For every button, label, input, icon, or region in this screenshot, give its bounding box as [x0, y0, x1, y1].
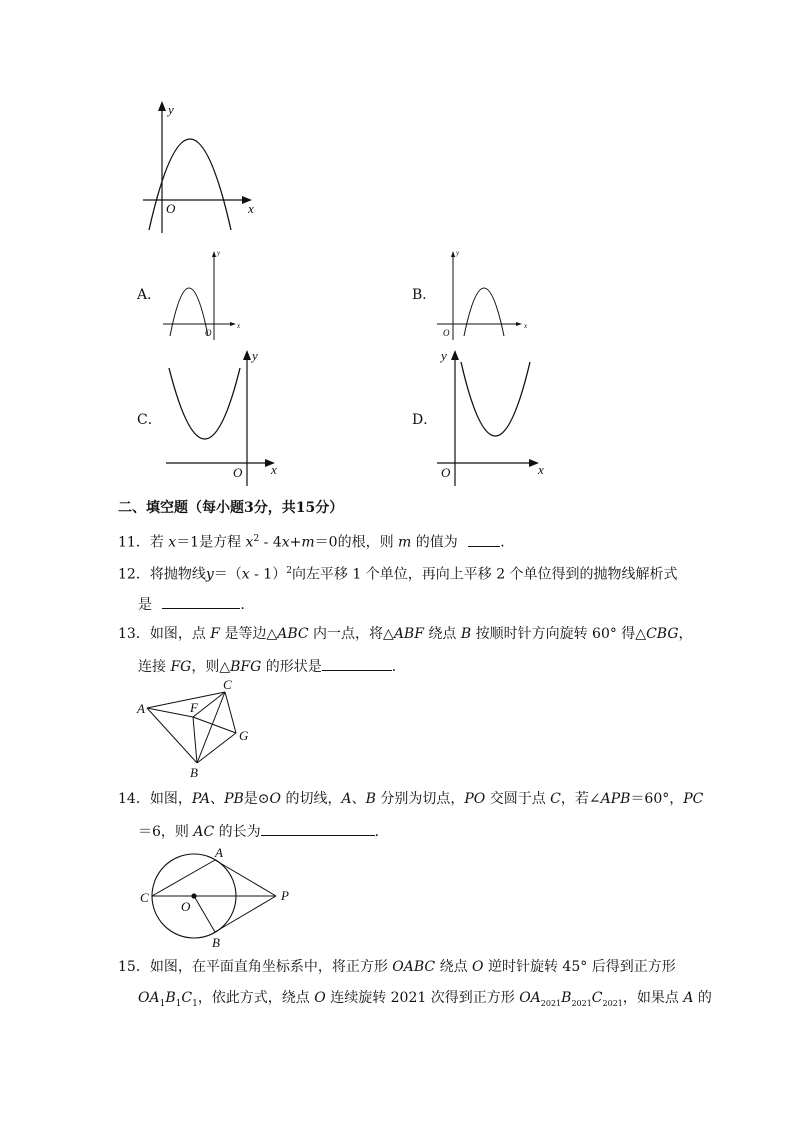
q14-label-b: B: [212, 935, 220, 950]
q14-label-c: C: [140, 890, 149, 905]
option-c-label: C．: [137, 412, 162, 428]
q14-var: PA: [191, 791, 211, 807]
q15-subscript: 2021: [602, 998, 623, 1008]
q14-label-p: P: [281, 888, 289, 903]
q14-var: B: [365, 791, 376, 807]
q12-text: - 1）: [249, 566, 287, 583]
section-title: 二、填空题（每小题3分，共15分）: [118, 500, 344, 516]
q11-end: ．: [500, 534, 515, 551]
q13-text: ，: [678, 626, 693, 642]
q14-var: PO: [464, 791, 486, 807]
q14-label-a: A: [215, 845, 223, 860]
q13-number: 13．: [118, 626, 150, 642]
option-b-x-label: x: [524, 322, 528, 330]
q12-var: y: [205, 566, 214, 583]
option-d-y-label: y: [441, 348, 447, 363]
q14-tangent-pb: [215, 896, 276, 932]
q13-label-f: F: [190, 700, 198, 715]
option-d-label: D．: [412, 412, 438, 428]
q14-var: A: [341, 791, 352, 807]
q14-text: ＝6，则: [138, 824, 194, 840]
option-a-label: A．: [137, 287, 162, 303]
q15-var: C: [591, 990, 603, 1006]
q15-var: B: [561, 990, 572, 1006]
q11-text: 的值为: [411, 534, 458, 551]
q11-var: m: [301, 534, 315, 551]
q15-var: B: [165, 990, 176, 1006]
q11-number: 11．: [118, 534, 150, 551]
q13-text: 的形状是: [261, 659, 322, 675]
q11-text: - 4: [259, 534, 282, 551]
option-d-x-label: x: [538, 462, 544, 477]
q14-text: 、: [351, 791, 366, 807]
q14-text: 是⊙: [243, 791, 270, 807]
option-b-label: B．: [412, 287, 437, 303]
q14-text: ＝60°，: [630, 791, 684, 807]
q12-number: 12．: [118, 566, 150, 583]
q13-var: F: [210, 626, 220, 642]
q15-var: OABC: [392, 959, 436, 975]
q15-text: 如图，在平面直角坐标系中，将正方形: [149, 959, 393, 975]
q14-center-dot: [191, 893, 196, 898]
q15-number: 15．: [118, 959, 150, 975]
q14-tangent-pa: [215, 860, 276, 896]
q13-text: 绕点: [423, 626, 461, 642]
q11-text: ＝0的根，则: [314, 534, 399, 551]
q15-subscript: 2021: [571, 998, 592, 1008]
option-b-y-label: y: [456, 249, 460, 257]
q13-var: FG: [170, 659, 192, 675]
q14-var: AC: [193, 824, 215, 840]
q13-var: ABC: [277, 626, 309, 642]
q14-text: 分别为切点，: [375, 791, 465, 807]
q13-label-c: C: [223, 677, 232, 692]
q14-label-o: O: [181, 899, 191, 914]
option-a-y-label: y: [217, 249, 221, 257]
q14-var: PC: [683, 791, 704, 807]
q15-var: O: [314, 990, 326, 1006]
q14-var: PB: [224, 791, 244, 807]
q14-number: 14．: [118, 791, 150, 807]
q14-text: 、: [210, 791, 225, 807]
option-d-origin-label: O: [441, 465, 451, 480]
q15-text: 的: [693, 990, 712, 1006]
q15-var: OA: [138, 990, 160, 1006]
q14-text: 如图，: [149, 791, 192, 807]
q14-end: ．: [374, 824, 389, 840]
q13-label-g: G: [239, 728, 249, 743]
q14-var: APB: [600, 791, 631, 807]
question-15-line1: [118, 958, 676, 976]
option-c-origin-label: O: [233, 465, 243, 480]
q11-text: +: [289, 534, 302, 551]
q11-text: 若: [149, 534, 169, 551]
option-a-x-label: x: [237, 322, 241, 330]
q15-text: ，依此方式，绕点: [197, 990, 315, 1006]
q12-var: x: [241, 566, 250, 583]
q14-text: 的长为: [214, 824, 261, 840]
main-x-label: x: [248, 201, 254, 216]
q15-subscript: 1: [192, 998, 198, 1009]
q15-text: 连续旋转 2021 次得到正方形: [325, 990, 520, 1006]
q15-subscript: 1: [159, 998, 166, 1009]
question-15-line2: [138, 989, 712, 1013]
main-origin-label: O: [166, 201, 176, 216]
q11-text: ＝1是方程: [176, 534, 246, 551]
q13-var: CBG: [646, 626, 679, 642]
q14-text: 交圆于点: [485, 791, 551, 807]
q14-text: ，若∠: [560, 791, 601, 807]
q14-chord-ca: [152, 860, 215, 896]
q15-var: C: [181, 990, 193, 1006]
q11-var: x: [281, 534, 290, 551]
q13-var: BFG: [230, 659, 262, 675]
q13-text: 按顺时针方向旋转 60° 得△: [471, 626, 647, 642]
q12-end: ．: [240, 597, 255, 613]
q12-text: 向左平移 1 个单位，再向上平移 2 个单位得到的抛物线解析式: [291, 566, 678, 583]
main-y-label: y: [168, 102, 174, 117]
q15-var: OA: [519, 990, 541, 1006]
q15-text: 绕点: [435, 959, 473, 975]
q15-var: O: [472, 959, 484, 975]
option-a-origin-label: O: [205, 328, 212, 338]
q15-var: A: [683, 990, 694, 1006]
q13-var: B: [460, 626, 472, 642]
q12-text: 将抛物线: [149, 566, 206, 583]
q13-end: ．: [391, 659, 406, 675]
q11-var: m: [398, 534, 412, 551]
q13-text: 内一点，将△: [308, 626, 394, 642]
q13-text: 连接: [138, 659, 171, 675]
q14-var: C: [550, 791, 561, 807]
q11-exponent: 2: [253, 534, 260, 544]
q15-subscript: 1: [175, 998, 182, 1009]
option-b-origin-label: O: [443, 328, 450, 338]
q15-text: ，如果点: [622, 990, 684, 1006]
q13-text: 是等边△: [220, 626, 278, 642]
q12-text: ＝（: [213, 566, 242, 583]
q13-label-b: B: [190, 765, 198, 780]
q14-radius-ob: [194, 896, 215, 932]
q14-text: 的切线，: [281, 791, 342, 807]
q15-text: 逆时针旋转 45° 后得到正方形: [483, 959, 676, 975]
q15-subscript: 2021: [540, 998, 562, 1008]
q13-text: 如图，点: [149, 626, 211, 642]
q13-label-a: A: [137, 701, 145, 716]
option-c-x-label: x: [271, 462, 277, 477]
q11-var: x: [245, 534, 254, 551]
q12-text: 是: [138, 597, 152, 613]
q14-var: O: [269, 791, 282, 807]
q12-exponent: 2: [286, 566, 292, 576]
q11-var: x: [168, 534, 177, 551]
q13-text: ，则△: [191, 659, 231, 675]
q13-var: ABF: [393, 626, 424, 642]
option-c-y-label: y: [252, 348, 258, 363]
